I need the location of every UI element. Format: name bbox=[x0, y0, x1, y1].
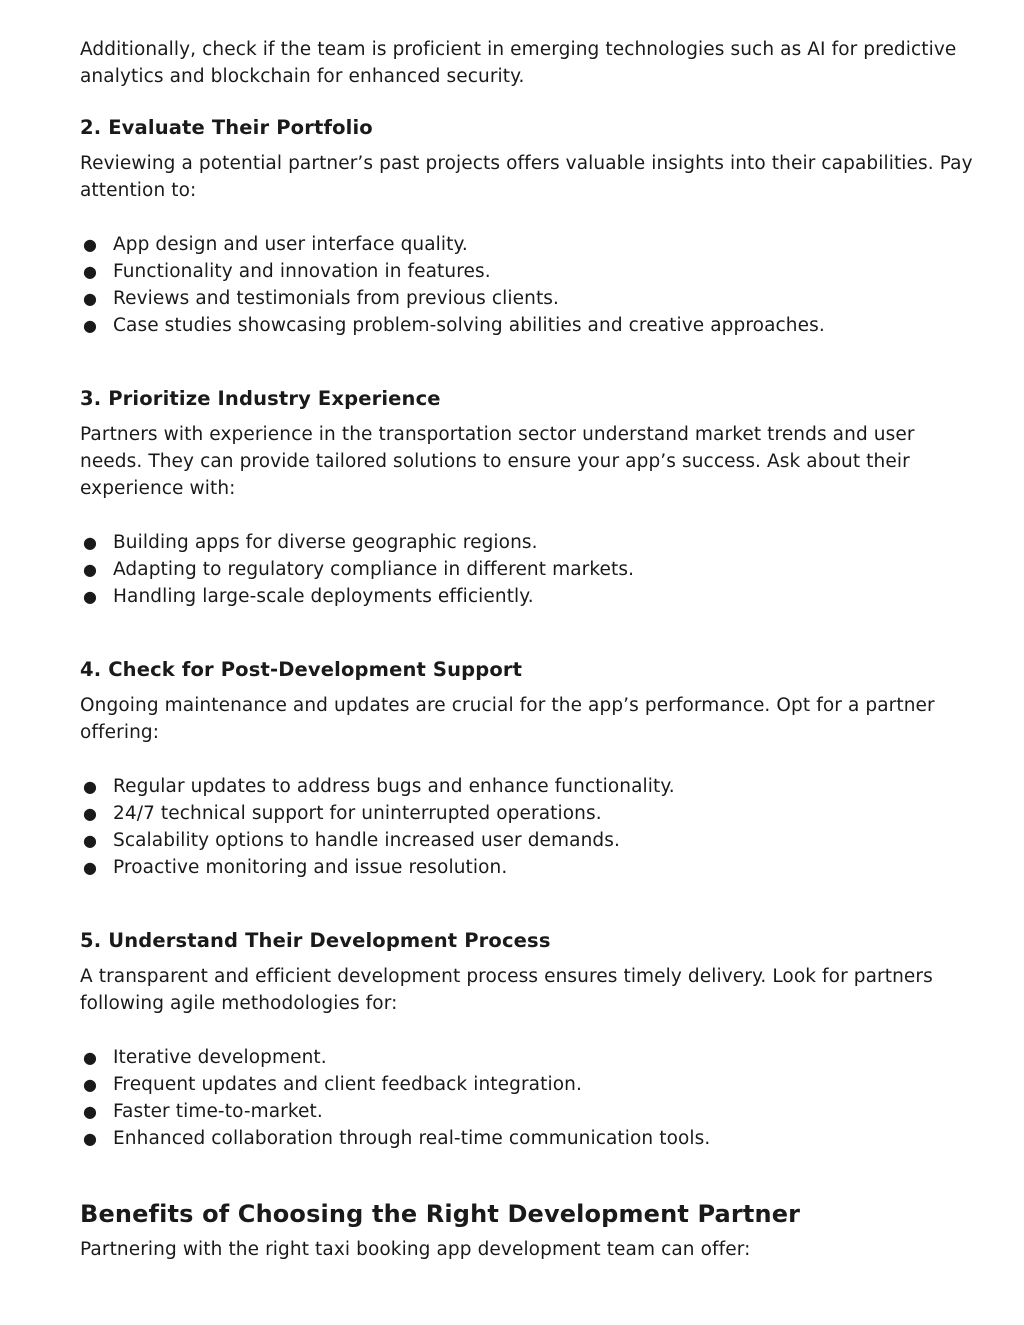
section-4-heading: 4. Check for Post-Development Support bbox=[80, 658, 523, 681]
list-item bbox=[80, 773, 980, 800]
list-item bbox=[80, 854, 980, 881]
list-item-text: Frequent updates and client feedback integration. bbox=[113, 1074, 582, 1095]
list-item bbox=[80, 312, 980, 339]
benefits-heading: Benefits of Choosing the Right Development Partner bbox=[80, 1200, 801, 1228]
bullet-icon: ● bbox=[83, 777, 98, 796]
list-item bbox=[80, 1044, 980, 1071]
bullet-icon: ● bbox=[83, 831, 98, 850]
list-item-text: Building apps for diverse geographic regions. bbox=[113, 532, 538, 553]
list-item-text: Handling large-scale deployments efficiently. bbox=[113, 586, 534, 607]
list-item bbox=[80, 1125, 980, 1152]
document-page bbox=[80, 36, 980, 1263]
bullet-icon: ● bbox=[83, 235, 98, 254]
bullet-icon: ● bbox=[83, 533, 98, 552]
list-item bbox=[80, 556, 980, 583]
bullet-icon: ● bbox=[83, 1102, 98, 1121]
bullet-icon: ● bbox=[83, 804, 98, 823]
section-3-heading: 3. Prioritize Industry Experience bbox=[80, 387, 441, 410]
section-3-body: Partners with experience in the transportation sector understand market trends and user needs. They can provide tailored solutions to ensure your app’s success. Ask about their experience with: bbox=[80, 424, 915, 499]
section-4-body: Ongoing maintenance and updates are crucial for the app’s performance. Opt for a partner offering: bbox=[80, 695, 935, 743]
list-item-text: Scalability options to handle increased user demands. bbox=[113, 830, 620, 851]
section-3-list bbox=[80, 529, 980, 610]
bullet-icon: ● bbox=[83, 858, 98, 877]
list-item-text: App design and user interface quality. bbox=[113, 234, 468, 255]
list-item-text: Regular updates to address bugs and enhance functionality. bbox=[113, 776, 675, 797]
list-item bbox=[80, 800, 980, 827]
bullet-icon: ● bbox=[83, 289, 98, 308]
section-2-list bbox=[80, 231, 980, 339]
section-5-body: A transparent and efficient development process ensures timely delivery. Look for partners following agile methodologies for: bbox=[80, 966, 933, 1014]
list-item bbox=[80, 529, 980, 556]
bullet-icon: ● bbox=[83, 560, 98, 579]
list-item bbox=[80, 285, 980, 312]
section-5-list bbox=[80, 1044, 980, 1152]
benefits-paragraph: Partnering with the right taxi booking app development team can offer: bbox=[80, 1239, 751, 1260]
list-item-text: Case studies showcasing problem-solving abilities and creative approaches. bbox=[113, 315, 825, 336]
list-item bbox=[80, 231, 980, 258]
list-item-text: 24/7 technical support for uninterrupted operations. bbox=[113, 803, 602, 824]
bullet-icon: ● bbox=[83, 1048, 98, 1067]
list-item bbox=[80, 258, 980, 285]
bullet-icon: ● bbox=[83, 587, 98, 606]
list-item bbox=[80, 583, 980, 610]
bullet-icon: ● bbox=[83, 1129, 98, 1148]
list-item-text: Faster time-to-market. bbox=[113, 1101, 323, 1122]
list-item bbox=[80, 827, 980, 854]
section-5-heading: 5. Understand Their Development Process bbox=[80, 929, 551, 952]
list-item-text: Functionality and innovation in features. bbox=[113, 261, 491, 282]
list-item bbox=[80, 1098, 980, 1125]
list-item-text: Adapting to regulatory compliance in different markets. bbox=[113, 559, 635, 580]
bullet-icon: ● bbox=[83, 262, 98, 281]
list-item-text: Proactive monitoring and issue resolution. bbox=[113, 857, 508, 878]
list-item-text: Enhanced collaboration through real-time communication tools. bbox=[113, 1128, 711, 1149]
section-2-body: Reviewing a potential partner’s past projects offers valuable insights into their capabilities. Pay attention to: bbox=[80, 153, 973, 201]
list-item-text: Iterative development. bbox=[113, 1047, 327, 1068]
list-item-text: Reviews and testimonials from previous clients. bbox=[113, 288, 560, 309]
bullet-icon: ● bbox=[83, 316, 98, 335]
intro-paragraph: Additionally, check if the team is proficient in emerging technologies such as AI for predictive analytics and blockchain for enhanced security. bbox=[80, 39, 957, 87]
list-item bbox=[80, 1071, 980, 1098]
section-4-list bbox=[80, 773, 980, 881]
section-2-heading: 2. Evaluate Their Portfolio bbox=[80, 116, 373, 139]
bullet-icon: ● bbox=[83, 1075, 98, 1094]
